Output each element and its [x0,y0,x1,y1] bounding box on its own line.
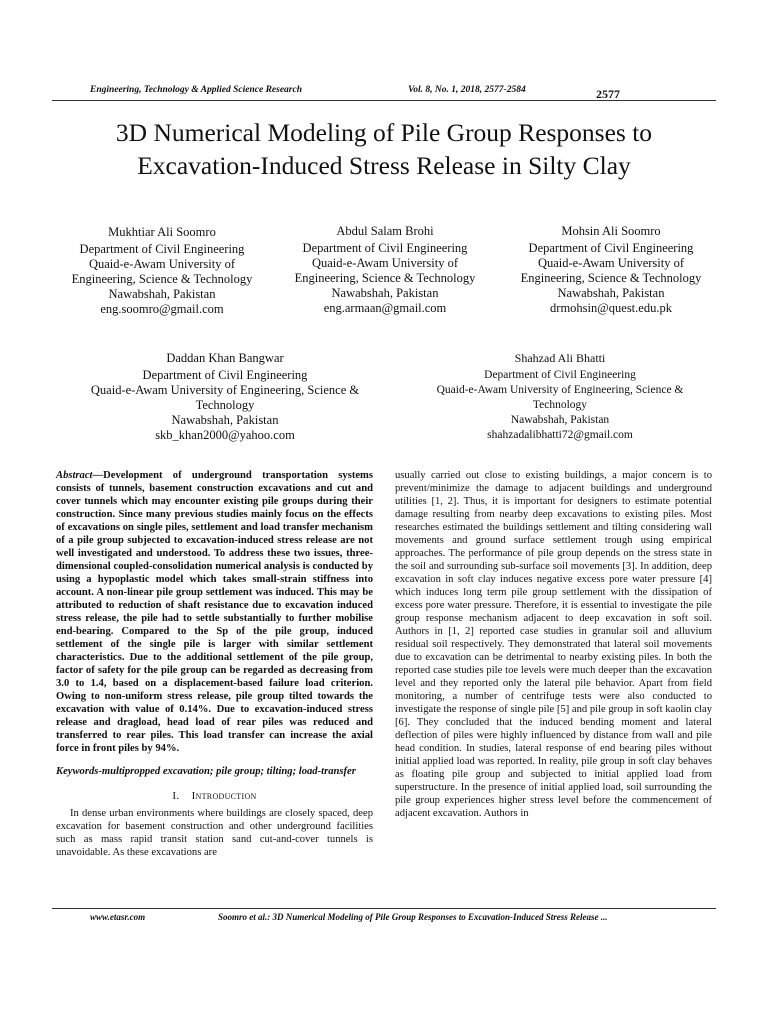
author-name: Abdul Salam Brohi [336,224,434,238]
author-name: Shahzad Ali Bhatti [514,351,606,365]
author-location: Nawabshah, Pakistan [108,287,216,301]
abstract [56,469,373,755]
header-rule [52,100,716,101]
author-block [410,351,710,443]
author-location: Nawabshah, Pakistan [171,413,279,427]
volume-info: Vol. 8, No. 1, 2018, 2577-2584 [408,85,526,95]
author-affiliation: Quaid-e-Awam University of [88,257,236,271]
author-location: Nawabshah, Pakistan [557,286,665,300]
author-affiliation: Department of Civil Engineering [302,241,468,255]
author-name: Mohsin Ali Soomro [561,224,661,238]
author-affiliation: Quaid-e-Awam University of [537,256,685,270]
journal-name: Engineering, Technology & Applied Science Research [90,85,302,95]
section-numeral: I. [172,790,180,802]
author-block [60,351,390,443]
abstract-lead: Abstract [56,470,93,481]
author-name: Mukhtiar Ali Soomro [108,225,216,239]
keywords: Keywords-multipropped excavation; pile group; tilting; load-transfer [56,766,356,777]
author-affiliation: Department of Civil Engineering [484,369,636,381]
title-line: 3D Numerical Modeling of Pile Group Responses to [115,118,653,147]
author-email[interactable]: eng.soomro@gmail.com [100,302,224,316]
title-line: Excavation-Induced Stress Release in Silty Clay [137,151,631,180]
author-email[interactable]: drmohsin@quest.edu.pk [550,301,672,315]
left-column [56,469,373,859]
journal-website[interactable]: www.etasr.com [90,912,146,922]
author-name: Daddan Khan Bangwar [166,351,284,365]
author-affiliation: Quaid-e-Awam University of [311,256,459,270]
author-email[interactable]: skb_khan2000@yahoo.com [155,428,295,442]
author-affiliation: Quaid-e-Awam University of Engineering, Science & [90,383,360,397]
running-header [90,85,710,101]
paper-title [40,116,728,182]
author-email[interactable]: shahzadalibhatti72@gmail.com [487,429,633,441]
author-location: Nawabshah, Pakistan [331,286,439,300]
abstract-text: —Development of underground transportation systems consists of tunnels, basement construction excavations and cut and cover tunnels which may encounter existing pile groups during their construction. Since many previous studies mainly focus on the effects of excavations on single piles, settlement and load transfer mechanism of a pile group subjected to excavation-induced stress release are not well investigated and understood. To address these two issues, three-dimensional coupled-consolidation numerical analysis is conducted by using a hypoplastic model which takes small-strain stiffness into account. A non-linear pile group settlement was induced. This may be attributed to reduction of shaft resistance due to excavation induced stress release, the pile had to settle substantially to further mobilise end-bearing. Compared to the Sp of the pile group, induced settlement of the single pile is larger with similar settlement characteristics. Due to the additional settlement of the pile group, factor of safety for the pile group can be regarded as decreasing from 3.0 to 1.4, based on a displacement-based failure load criterion. Owing to non-uniform stress release, pile group tilted towards the excavation with value of 0.14%. Due to excavation-induced stress release and dragload, head load of rear piles was reduced and transferred to rear piles. This load transfer can increase the axial force in front piles by 94%. [56,470,373,754]
author-location: Nawabshah, Pakistan [510,414,610,426]
author-affiliation: Department of Civil Engineering [528,241,694,255]
footer-citation: Soomro et al.: 3D Numerical Modeling of Pile Group Responses to Excavation-Induced Stress Release ... [218,912,608,922]
section-title: Introduction [191,790,257,802]
right-column [395,469,712,820]
author-affiliation: Engineering, Science & Technology [71,272,253,286]
author-affiliation: Engineering, Science & Technology [294,271,476,285]
author-block [52,225,272,317]
author-affiliation: Quaid-e-Awam University of Engineering, Science & [436,384,684,396]
intro-paragraph: In dense urban environments where buildings are closely spaced, deep excavation for basement construction and other underground facilities such as mass rapid transit station sand cut-and-cover tunnels is unavoidable. As these excavations are [56,808,373,858]
footer-rule [52,908,716,909]
section-heading [56,790,373,803]
author-affiliation: Department of Civil Engineering [79,242,245,256]
page-number: 2577 [596,87,620,101]
author-affiliation: Department of Civil Engineering [142,368,308,382]
author-affiliation: Engineering, Science & Technology [520,271,702,285]
author-email[interactable]: eng.armaan@gmail.com [323,301,447,315]
author-block [280,224,490,316]
author-affiliation: Technology [195,398,255,412]
author-affiliation: Technology [532,399,588,411]
body-paragraph: usually carried out close to existing buildings, a major concern is to prevent/minimize the damage to adjacent buildings and underground utilities [1, 2]. Thus, it is important for designers to estimate potential damage resulting from nearby deep excavations to existing piles. Most researches estimated the buildings settlement and tilting considering wall movements and ground surface settlement trough using empirical approaches. The performance of pile group depends on the stress state in the soil and surrounding sub-surface soil movements [3]. In addition, deep excavation in soft clay induces negative excess pore water pressure [4] which induces long term pile group settlement with the dissipation of excess pore water pressure. Therefore, it is essential to investigate the pile group response mechanism adjacent to deep excavation in soft soil. Authors in [1, 2] reported case studies in granular soil and alluvium residual soil respectively. They demonstrated that lateral soil movements due to excavation can be detrimental to nearby existing piles. In both the reported case studies pile toe levels were much deeper than the excavation level and they reported only the lateral pile behavior. Apart from field monitoring, a number of centrifuge tests were also conducted to investigate the response of single pile [5] and pile group in soft kaolin clay [6]. They concluded that the induced bending moment and lateral deflection of piles were highly influenced by distance from wall and pile head condition. In studies, lateral response of end bearing piles without initial applied load was reported. In reality, pile group in soft clay behaves as floating pile group and subjected to initial applied load from superstructure. In the presence of initial applied load, soil surrounding the pile group experiences higher stress level before the commencement of adjacent excavation. Authors in [395,470,712,819]
author-block [505,224,717,316]
